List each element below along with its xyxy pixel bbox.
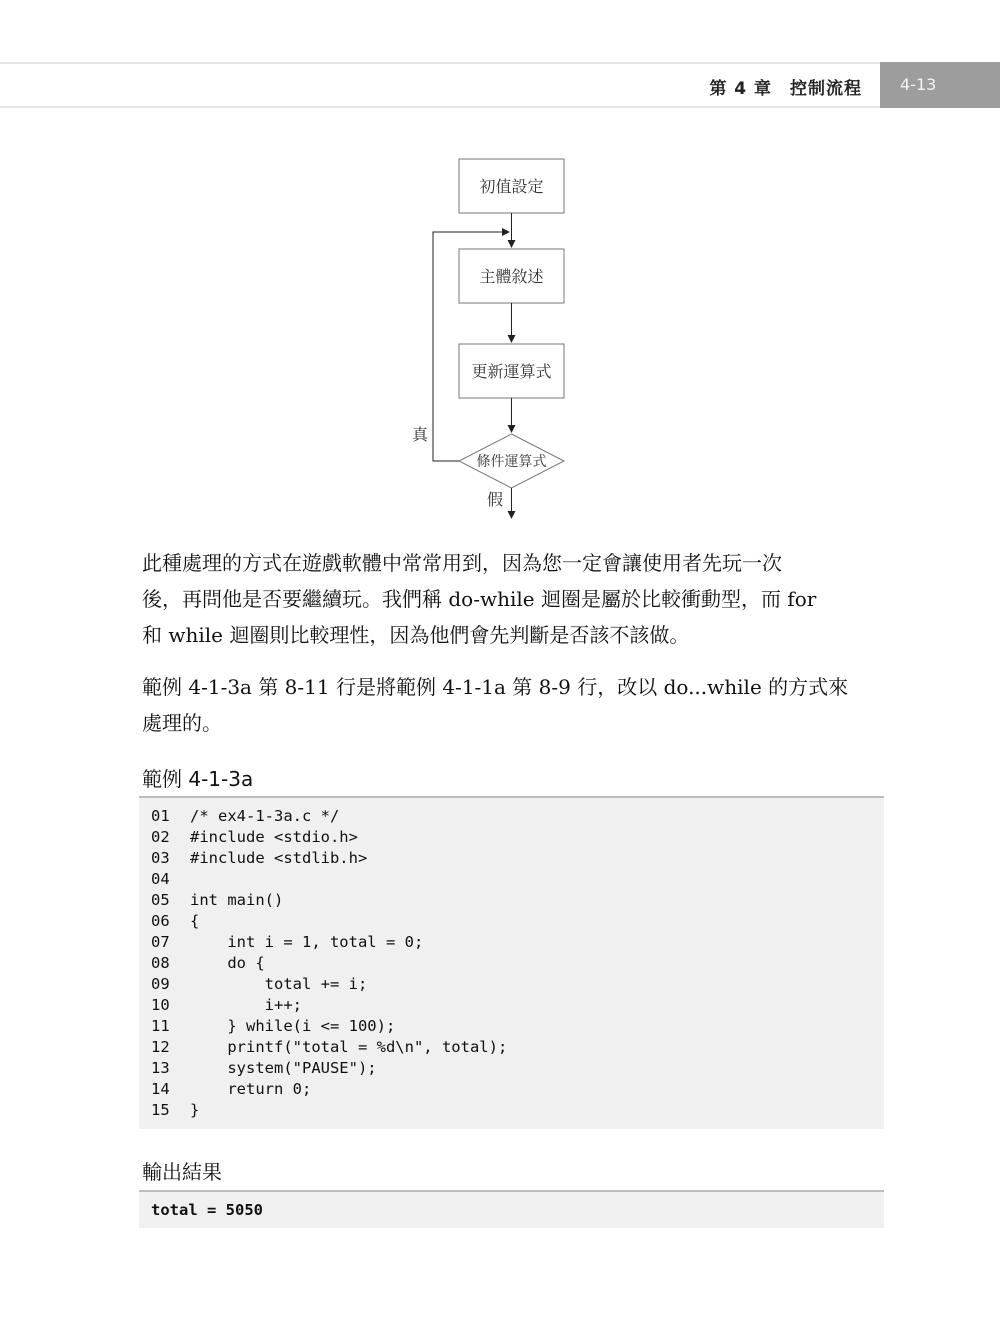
code-line-text: printf("total = %d\n", total); [190, 1038, 508, 1056]
code-line [151, 1100, 884, 1121]
code-line-number: 01 [151, 807, 170, 825]
code-line-text: #include <stdlib.h> [190, 849, 368, 867]
flow-box-body-label: 主體敘述 [479, 267, 544, 286]
code-line-number: 02 [151, 828, 170, 846]
code-line-number: 13 [151, 1059, 170, 1077]
para1-line2: 後，再問他是否要繼續玩。我們稱 do-while 迴圈是屬於比較衝動型，而 for [142, 587, 817, 611]
code-line-text: i++; [190, 996, 302, 1014]
code-line-number: 08 [151, 954, 170, 972]
code-line-text: } while(i <= 100); [190, 1017, 396, 1035]
code-line [151, 1037, 884, 1058]
code-line-text: { [190, 912, 200, 930]
code-line [151, 1058, 884, 1079]
code-line [151, 974, 884, 995]
para2-line2: 處理的。 [142, 711, 222, 735]
para1-line1: 此種處理的方式在遊戲軟體中常常用到，因為您一定會讓使用者先玩一次 [142, 551, 782, 575]
code-line [151, 848, 884, 869]
code-line [151, 1079, 884, 1100]
code-line [151, 827, 884, 848]
code-line-text: /* ex4-1-3a.c */ [190, 807, 340, 825]
flow-box-update-label: 更新運算式 [471, 362, 552, 381]
code-line [151, 911, 884, 932]
code-line-number: 14 [151, 1080, 170, 1098]
code-line-number: 15 [151, 1101, 170, 1119]
code-line-text: system("PAUSE"); [190, 1059, 377, 1077]
code-line [151, 1016, 884, 1037]
code-line-text: } [190, 1101, 200, 1119]
code-line-number: 09 [151, 975, 170, 993]
flowchart [0, 0, 1000, 530]
code-line-number: 12 [151, 1038, 170, 1056]
code-line-number: 10 [151, 996, 170, 1014]
para2-line1: 範例 4-1-3a 第 8-11 行是將範例 4-1-1a 第 8-9 行，改以 do...while 的方式來 [142, 675, 849, 699]
code-line-number: 11 [151, 1017, 170, 1035]
code-line-number: 07 [151, 933, 170, 951]
code-line-number: 06 [151, 912, 170, 930]
body-paragraph-1 [142, 545, 882, 653]
page-number: 4-13 [900, 75, 937, 94]
body-paragraph-2 [142, 669, 882, 741]
code-line-text: int main() [190, 891, 284, 909]
output-box [139, 1190, 884, 1228]
code-line [151, 995, 884, 1016]
code-line [151, 932, 884, 953]
code-line [151, 953, 884, 974]
chapter-title: 第 4 章 控制流程 [709, 79, 862, 99]
code-line [151, 890, 884, 911]
code-line-text: do { [190, 954, 265, 972]
code-line-text: #include <stdio.h> [190, 828, 358, 846]
code-line-text: total += i; [190, 975, 368, 993]
para1-line3: 和 while 迴圈則比較理性，因為他們會先判斷是否該不該做。 [142, 623, 690, 647]
flow-diamond-condition-label: 條件運算式 [476, 454, 547, 470]
code-line-text: int i = 1, total = 0; [190, 933, 424, 951]
code-line-text: return 0; [190, 1080, 312, 1098]
output-text: total = 5050 [151, 1201, 263, 1219]
flow-box-init-label: 初值設定 [479, 177, 544, 196]
output-title: 輸出結果 [142, 1160, 222, 1184]
code-line-number: 03 [151, 849, 170, 867]
code-lines [151, 806, 884, 1121]
example-title: 範例 4-1-3a [142, 767, 254, 791]
code-listing [139, 796, 884, 1129]
flow-label-true: 真 [411, 425, 429, 444]
code-line-number: 05 [151, 891, 170, 909]
code-line [151, 869, 884, 890]
flow-label-false: 假 [486, 490, 504, 509]
code-line-number: 04 [151, 870, 170, 888]
code-line [151, 806, 884, 827]
